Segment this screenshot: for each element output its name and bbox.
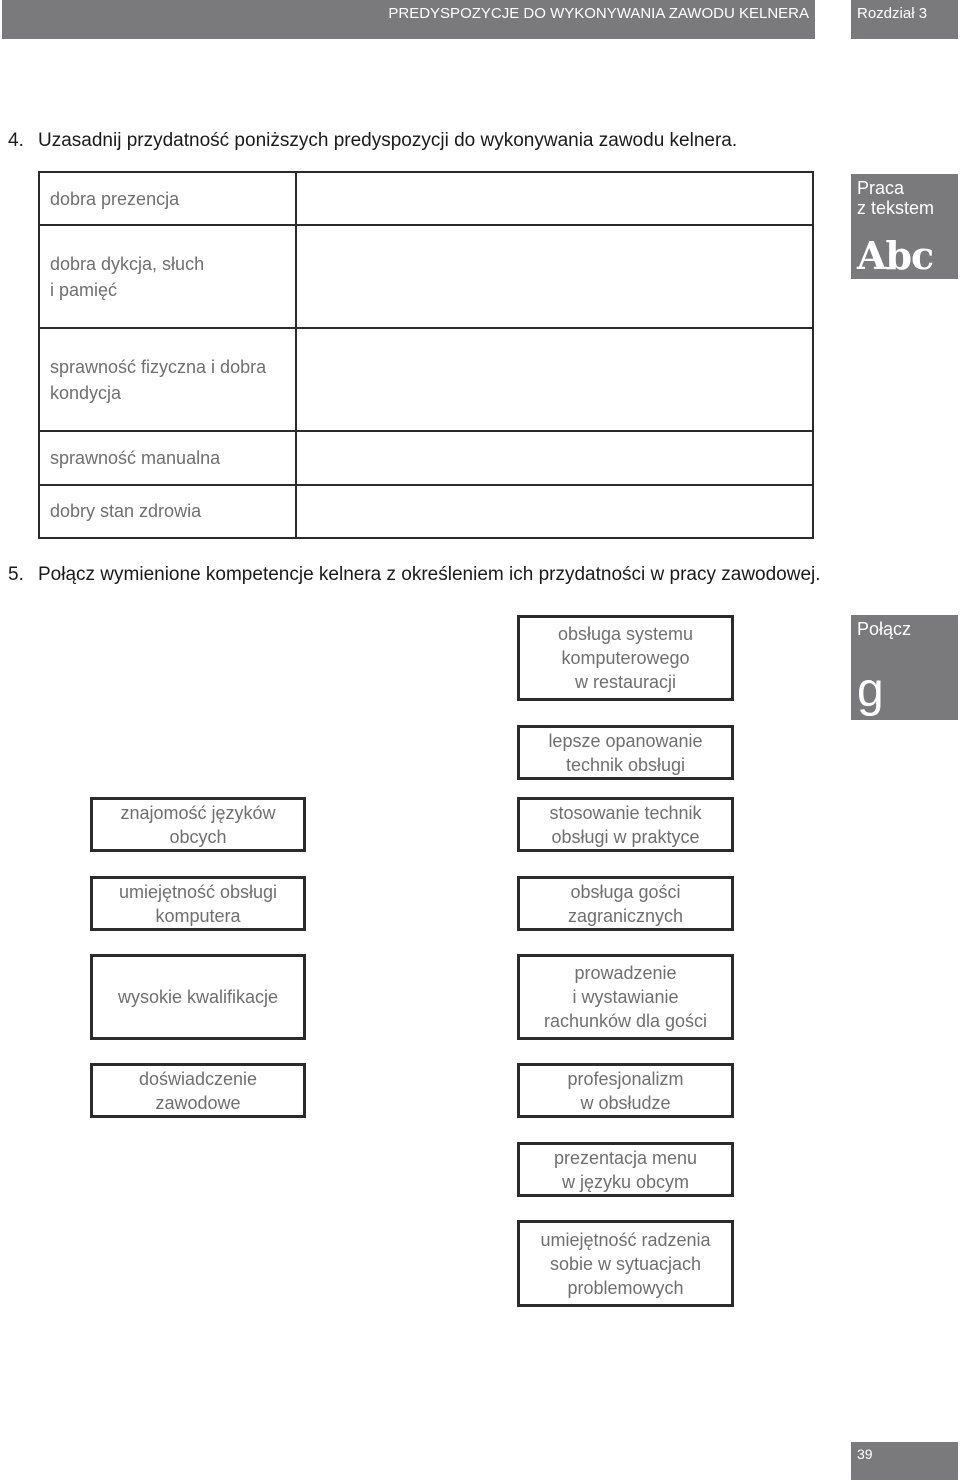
- predisposition-label: sprawność manualna: [39, 431, 296, 484]
- connect-tab: [851, 615, 958, 720]
- competence-box[interactable]: znajomość języków obcych: [90, 797, 306, 852]
- answer-cell[interactable]: [296, 172, 813, 225]
- competence-box[interactable]: wysokie kwalifikacje: [90, 954, 306, 1040]
- predispositions-table: [38, 171, 814, 539]
- text-work-tab-label: Praca z tekstem: [857, 178, 935, 218]
- table-row: [39, 172, 813, 225]
- page-number-text: 39: [857, 1446, 873, 1462]
- page-number: [851, 1442, 958, 1480]
- task-4-number: 4.: [8, 130, 24, 151]
- connect-icon: g: [857, 664, 884, 717]
- task-5-text: Połącz wymienione kompetencje kelnera z określeniem ich przydatności w pracy zawodowej.: [38, 564, 821, 585]
- usefulness-box[interactable]: prowadzenie i wystawianie rachunków dla gości: [517, 954, 734, 1040]
- answer-cell[interactable]: [296, 328, 813, 431]
- competence-box[interactable]: doświadczenie zawodowe: [90, 1063, 306, 1118]
- answer-cell[interactable]: [296, 485, 813, 538]
- predisposition-label: dobry stan zdrowia: [39, 485, 296, 538]
- competence-box[interactable]: umiejętność obsługi komputera: [90, 876, 306, 931]
- task-5-question: [8, 562, 828, 588]
- chapter-label-text: Rozdział 3: [857, 5, 928, 22]
- connect-tab-label: Połącz: [857, 619, 912, 639]
- task-4-question: [8, 128, 828, 154]
- table-row: [39, 328, 813, 431]
- usefulness-box[interactable]: obsługa gości zagranicznych: [517, 876, 734, 931]
- usefulness-box[interactable]: stosowanie technik obsługi w praktyce: [517, 797, 734, 852]
- usefulness-box[interactable]: profesjonalizm w obsłudze: [517, 1063, 734, 1118]
- running-header-title: PREDYSPOZYCJE DO WYKONYWANIA ZAWODU KELNERA: [388, 5, 809, 22]
- usefulness-box[interactable]: prezentacja menu w języku obcym: [517, 1142, 734, 1197]
- chapter-label: [851, 0, 958, 39]
- task-5-number: 5.: [8, 564, 24, 585]
- running-header: [2, 0, 815, 39]
- predisposition-label: dobra prezencja: [39, 172, 296, 225]
- predisposition-label: dobra dykcja, słuch i pamięć: [39, 225, 296, 328]
- usefulness-box[interactable]: obsługa systemu komputerowego w restauracji: [517, 615, 734, 701]
- task-4-text: Uzasadnij przydatność poniższych predyspozycji do wykonywania zawodu kelnera.: [38, 130, 738, 151]
- usefulness-box[interactable]: lepsze opanowanie technik obsługi: [517, 725, 734, 780]
- answer-cell[interactable]: [296, 431, 813, 484]
- table-row: [39, 225, 813, 328]
- abc-icon: Abc: [857, 233, 934, 278]
- usefulness-box[interactable]: umiejętność radzenia sobie w sytuacjach problemowych: [517, 1220, 734, 1307]
- table-row: [39, 431, 813, 484]
- answer-cell[interactable]: [296, 225, 813, 328]
- table-row: [39, 485, 813, 538]
- text-work-tab: [851, 174, 958, 279]
- predisposition-label: sprawność fizyczna i dobra kondycja: [39, 328, 296, 431]
